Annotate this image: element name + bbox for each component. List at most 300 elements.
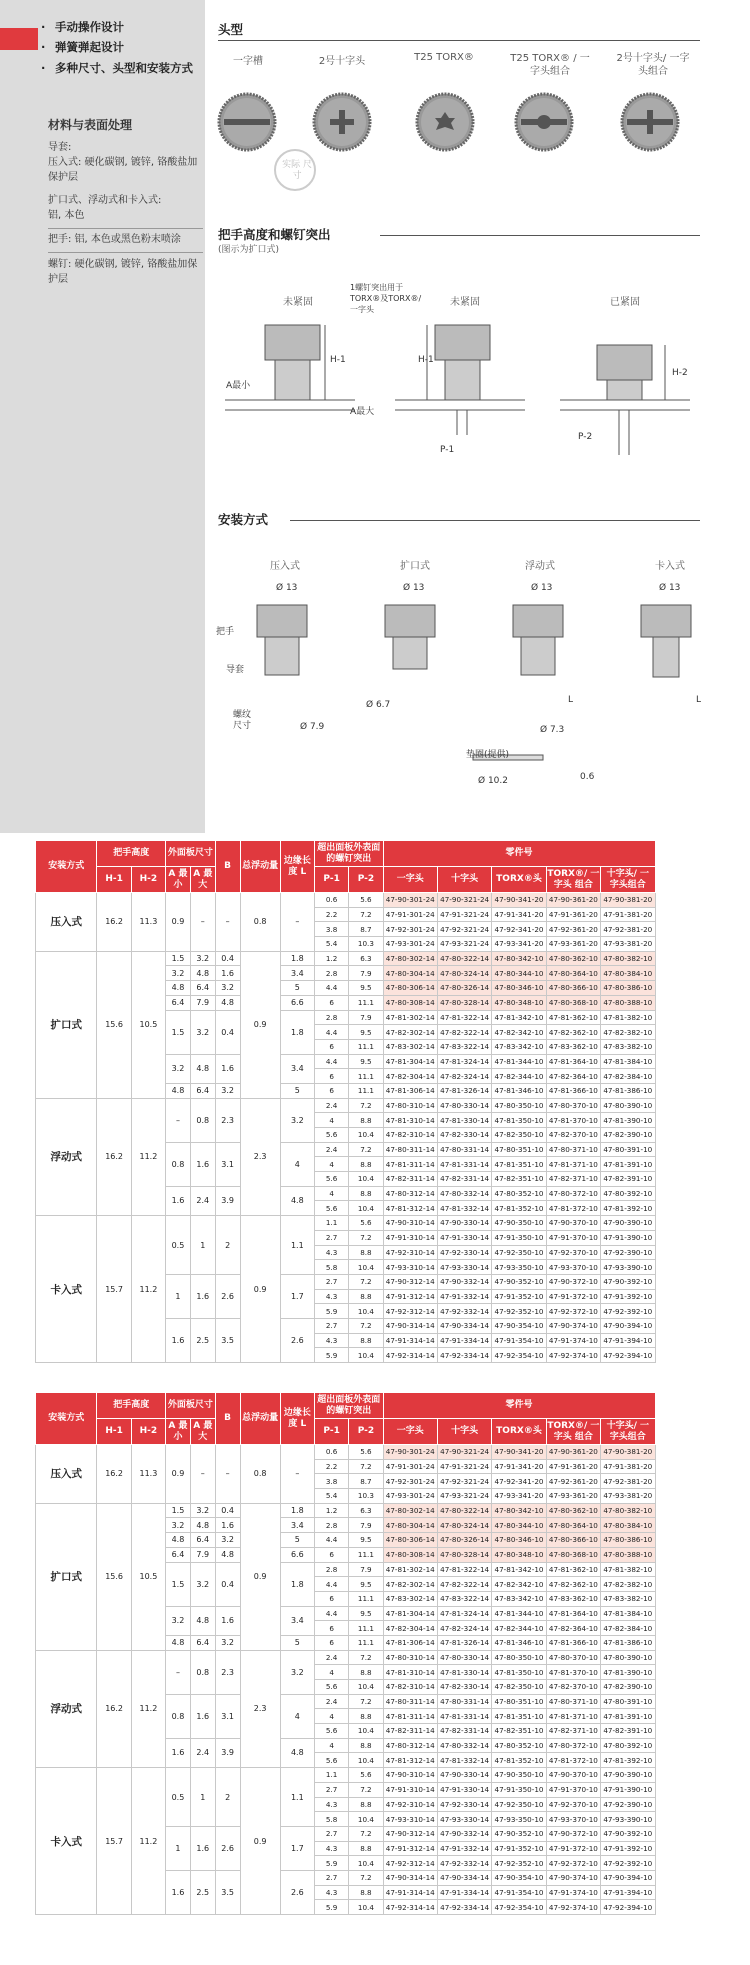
part-number-cell: 47-91-350-10 (492, 1782, 546, 1797)
table-cell: 6.4 (166, 1547, 191, 1562)
part-number-cell: 47-90-321-24 (437, 1445, 491, 1460)
h1-cell: 16.2 (97, 1098, 131, 1216)
table-cell: 5 (280, 1533, 314, 1548)
part-number-cell: 47-92-314-14 (383, 1900, 437, 1915)
part-number-cell: 47-81-331-14 (437, 1709, 491, 1724)
part-number-cell: 47-80-304-14 (383, 1518, 437, 1533)
part-number-cell: 47-82-331-14 (437, 1172, 491, 1187)
subcol: 十字头/ 一 字头组合 (601, 867, 655, 893)
part-number-cell: 47-90-330-14 (437, 1216, 491, 1231)
table-cell: 1.2 (314, 951, 348, 966)
subcol: P-2 (349, 867, 383, 893)
part-number-cell: 47-91-312-14 (383, 1289, 437, 1304)
table-cell: 7.2 (349, 1274, 383, 1289)
part-number-cell: 47-80-388-10 (601, 995, 655, 1010)
part-number-cell: 47-82-351-10 (492, 1724, 546, 1739)
part-number-cell: 47-90-332-14 (437, 1274, 491, 1289)
table-cell: 7.2 (349, 1459, 383, 1474)
part-number-cell: 47-82-370-10 (546, 1128, 600, 1143)
part-number-cell: 47-81-350-10 (492, 1113, 546, 1128)
part-number-cell: 47-80-348-10 (492, 1547, 546, 1562)
table-cell: 3.2 (190, 1010, 215, 1054)
part-number-cell: 47-82-350-10 (492, 1680, 546, 1695)
table-cell: – (190, 893, 215, 952)
table-cell: 4.4 (314, 1054, 348, 1069)
part-number-cell: 47-91-392-10 (601, 1841, 655, 1856)
part-number-cell: 47-82-330-14 (437, 1680, 491, 1695)
part-number-cell: 47-81-362-10 (546, 1562, 600, 1577)
table-cell: 0.8 (240, 1445, 280, 1504)
subcol: A 最大 (190, 867, 215, 893)
part-number-cell: 47-91-381-20 (601, 907, 655, 922)
table-cell: 4.8 (190, 1518, 215, 1533)
feature-item: · 弹簧弹起设计 (41, 40, 124, 54)
table-cell: 5.9 (314, 1304, 348, 1319)
table-cell: 3.4 (280, 966, 314, 981)
table-cell: 3.2 (190, 951, 215, 966)
table-cell: 2.4 (190, 1186, 215, 1215)
part-number-cell: 47-91-350-10 (492, 1230, 546, 1245)
head-types-title: 头型 (218, 22, 244, 37)
part-number-cell: 47-80-384-10 (601, 966, 655, 981)
subcol: 十字头/ 一 字头组合 (601, 1419, 655, 1445)
part-number-cell: 47-92-372-10 (546, 1856, 600, 1871)
subcol: H-2 (131, 867, 165, 893)
part-number-cell: 47-90-370-10 (546, 1216, 600, 1231)
part-number-cell: 47-81-370-10 (546, 1113, 600, 1128)
table-cell: 7.2 (349, 1318, 383, 1333)
table-cell: 10.4 (349, 1812, 383, 1827)
part-number-cell: 47-91-354-10 (492, 1333, 546, 1348)
table-cell: 3.5 (215, 1870, 240, 1914)
table-cell: 3.9 (215, 1738, 240, 1767)
table-cell: 4.3 (314, 1841, 348, 1856)
feature-item: · 多种尺寸、头型和安装方式 (41, 61, 193, 75)
table-cell: 5.6 (349, 893, 383, 908)
part-number-cell: 47-81-342-10 (492, 1562, 546, 1577)
col-panel: 外面板尺寸 (166, 1393, 216, 1419)
part-number-cell: 47-80-312-14 (383, 1738, 437, 1753)
actual-size-label: 实际 尺寸 (282, 160, 312, 181)
part-number-cell: 47-80-351-10 (492, 1142, 546, 1157)
part-number-cell: 47-81-322-14 (437, 1562, 491, 1577)
part-number-cell: 47-93-381-20 (601, 937, 655, 952)
mount-type-cell: 卡入式 (36, 1216, 97, 1363)
table-cell: 2.6 (215, 1826, 240, 1870)
table-cell: 11.1 (349, 995, 383, 1010)
table-cell: 5.4 (314, 1489, 348, 1504)
h1-label: H-1 (330, 355, 346, 365)
table-cell: 8.8 (349, 1186, 383, 1201)
part-number-cell: 47-91-332-14 (437, 1289, 491, 1304)
handle-section-title: 把手高度和螺钉突出 (218, 227, 331, 242)
table-cell: 11.1 (349, 1547, 383, 1562)
table-cell: 6 (314, 1547, 348, 1562)
table-cell: 0.8 (240, 893, 280, 952)
part-number-cell: 47-90-330-14 (437, 1768, 491, 1783)
sidebar (0, 0, 205, 833)
table-cell: 1.5 (166, 1503, 191, 1518)
table-cell: 0.8 (190, 1098, 215, 1142)
part-number-cell: 47-92-392-10 (601, 1856, 655, 1871)
part-number-cell: 47-80-386-10 (601, 981, 655, 996)
part-number-cell: 47-82-342-10 (492, 1025, 546, 1040)
part-number-cell: 47-93-350-10 (492, 1812, 546, 1827)
part-number-cell: 47-80-322-14 (437, 951, 491, 966)
part-number-cell: 47-83-322-14 (437, 1591, 491, 1606)
part-number-cell: 47-81-390-10 (601, 1665, 655, 1680)
h2-cell: 10.5 (131, 951, 165, 1098)
part-number-cell: 47-80-368-10 (546, 995, 600, 1010)
part-number-cell: 47-92-370-10 (546, 1245, 600, 1260)
table-cell: 9.5 (349, 1606, 383, 1621)
mount-type-cell: 扩口式 (36, 1503, 97, 1650)
part-number-cell: 47-82-302-14 (383, 1577, 437, 1592)
part-number-cell: 47-93-390-10 (601, 1260, 655, 1275)
table-cell: 3.2 (166, 1606, 191, 1635)
part-number-cell: 47-81-364-10 (546, 1054, 600, 1069)
h2-cell: 10.5 (131, 1503, 165, 1650)
part-number-cell: 47-80-311-14 (383, 1142, 437, 1157)
table-cell: 11.1 (349, 1621, 383, 1636)
table-cell: 0.9 (240, 1216, 280, 1363)
part-number-cell: 47-93-301-24 (383, 1489, 437, 1504)
table-cell: 1.7 (280, 1274, 314, 1318)
part-number-cell: 47-91-392-10 (601, 1289, 655, 1304)
part-number-cell: 47-81-332-14 (437, 1753, 491, 1768)
part-number-cell: 47-93-381-20 (601, 1489, 655, 1504)
part-number-cell: 47-80-366-10 (546, 1533, 600, 1548)
table-cell: 1.6 (190, 1694, 215, 1738)
part-number-cell: 47-90-390-10 (601, 1768, 655, 1783)
table-cell: 2.5 (190, 1318, 215, 1362)
table-cell: 0.8 (190, 1650, 215, 1694)
part-number-cell: 47-81-386-10 (601, 1635, 655, 1650)
table-cell: 5.6 (349, 1216, 383, 1231)
part-number-cell: 47-80-366-10 (546, 981, 600, 996)
part-number-cell: 47-93-310-14 (383, 1812, 437, 1827)
table-cell: 0.4 (215, 951, 240, 966)
subcol: TORX®头 (492, 867, 546, 893)
dia13-label: Ø 13 (659, 583, 681, 593)
table-cell: 7.2 (349, 1230, 383, 1245)
col-b: B (215, 1393, 240, 1445)
table-cell: 10.4 (349, 1900, 383, 1915)
part-number-table (35, 840, 710, 1363)
table-cell: 3.8 (314, 1474, 348, 1489)
subcol: 十字头 (437, 1419, 491, 1445)
part-number-cell: 47-80-346-10 (492, 1533, 546, 1548)
part-number-cell: 47-80-331-14 (437, 1142, 491, 1157)
table-cell: 5 (280, 981, 314, 996)
part-number-cell: 47-92-330-14 (437, 1797, 491, 1812)
phillips-slot-head-icon (622, 94, 678, 150)
table-cell: 5.4 (314, 937, 348, 952)
table-cell: 0.5 (166, 1216, 191, 1275)
col-edge: 边缘长度 L (280, 841, 314, 893)
part-number-cell: 47-92-381-20 (601, 1474, 655, 1489)
table-row (36, 1216, 710, 1231)
table-cell: 1.6 (215, 1606, 240, 1635)
table-cell: 6.4 (190, 981, 215, 996)
head-label: 2号十字头/ 一字头组合 (616, 53, 690, 77)
table-cell: 5.8 (314, 1812, 348, 1827)
part-number-cell: 47-92-321-24 (437, 922, 491, 937)
subcol: H-2 (131, 1419, 165, 1445)
handle-label: 把手 (216, 627, 235, 637)
table-cell: 3.2 (215, 1533, 240, 1548)
part-number-cell: 47-91-321-24 (437, 1459, 491, 1474)
part-number-cell: 47-91-321-24 (437, 907, 491, 922)
table-cell: 7.2 (349, 1782, 383, 1797)
table-cell: 0.5 (166, 1768, 191, 1827)
table-cell: 1.1 (280, 1768, 314, 1827)
table-cell: 8.8 (349, 1245, 383, 1260)
table-cell: 5.6 (314, 1128, 348, 1143)
part-number-cell: 47-80-326-14 (437, 981, 491, 996)
part-number-cell: 47-92-352-10 (492, 1856, 546, 1871)
table-cell: 2.7 (314, 1782, 348, 1797)
part-number-cell: 47-92-341-20 (492, 1474, 546, 1489)
part-number-cell: 47-80-306-14 (383, 1533, 437, 1548)
table-cell: 9.5 (349, 981, 383, 996)
part-number-cell: 47-81-310-14 (383, 1113, 437, 1128)
part-number-cell: 47-90-394-10 (601, 1318, 655, 1333)
dia13-label: Ø 13 (403, 583, 425, 593)
part-number-cell: 47-91-310-14 (383, 1782, 437, 1797)
part-number-cell: 47-92-390-10 (601, 1797, 655, 1812)
h2-cell: 11.2 (131, 1768, 165, 1915)
part-number-cell: 47-82-322-14 (437, 1025, 491, 1040)
material-line: 压入式: 硬化碳钢, 镀锌, 铬酸盐加保护层 (48, 157, 198, 183)
head-label: T25 TORX® (414, 52, 474, 63)
table-cell: 3.2 (166, 1054, 191, 1083)
table-cell: 5.6 (314, 1201, 348, 1216)
install-type-label: 扩口式 (400, 561, 430, 572)
dia13-label: Ø 13 (531, 583, 553, 593)
table-row (36, 1098, 710, 1113)
part-number-cell: 47-81-330-14 (437, 1665, 491, 1680)
part-number-cell: 47-82-371-10 (546, 1724, 600, 1739)
part-number-cell: 47-92-390-10 (601, 1245, 655, 1260)
table-cell: 7.9 (349, 1518, 383, 1533)
table-cell: 1.1 (314, 1216, 348, 1231)
dia73-label: Ø 7.3 (540, 725, 565, 735)
part-number-cell: 47-80-302-14 (383, 951, 437, 966)
table-cell: 0.6 (314, 1445, 348, 1460)
part-number-cell: 47-92-374-10 (546, 1348, 600, 1363)
part-number-cell: 47-93-341-20 (492, 1489, 546, 1504)
table-cell: 3.2 (215, 1635, 240, 1650)
part-number-cell: 47-92-301-24 (383, 1474, 437, 1489)
table-cell: 7.2 (349, 1098, 383, 1113)
part-number-cell: 47-80-332-14 (437, 1186, 491, 1201)
table-cell: 2.3 (240, 1650, 280, 1768)
part-number-cell: 47-91-361-20 (546, 1459, 600, 1474)
part-number-cell: 47-81-351-10 (492, 1709, 546, 1724)
h2-cell: 11.2 (131, 1098, 165, 1216)
part-number-cell: 47-91-390-10 (601, 1782, 655, 1797)
part-number-cell: 47-80-344-10 (492, 966, 546, 981)
part-number-cell: 47-81-311-14 (383, 1157, 437, 1172)
table-cell: 6 (314, 1635, 348, 1650)
table-cell: 6.3 (349, 951, 383, 966)
part-number-cell: 47-90-390-10 (601, 1216, 655, 1231)
table-cell: 10.4 (349, 1128, 383, 1143)
part-number-cell: 47-92-381-20 (601, 922, 655, 937)
part-number-cell: 47-80-370-10 (546, 1098, 600, 1113)
col-part: 零件号 (383, 841, 655, 867)
subcol: A 最小 (166, 1419, 191, 1445)
part-number-cell: 47-81-346-10 (492, 1083, 546, 1098)
table-cell: 4 (314, 1186, 348, 1201)
part-number-cell: 47-92-361-20 (546, 922, 600, 937)
table-cell: 4.4 (314, 1533, 348, 1548)
dia67-label: Ø 6.7 (366, 700, 391, 710)
table-cell: 6.4 (190, 1533, 215, 1548)
part-number-cell: 47-91-310-14 (383, 1230, 437, 1245)
part-number-cell: 47-81-304-14 (383, 1054, 437, 1069)
table-cell: 4.4 (314, 981, 348, 996)
part-number-cell: 47-80-331-14 (437, 1694, 491, 1709)
table-cell: 1.5 (166, 1010, 191, 1054)
table-cell: 1.7 (280, 1826, 314, 1870)
part-number-cell: 47-92-334-14 (437, 1900, 491, 1915)
p1-label: P-1 (440, 445, 455, 455)
part-number-cell: 47-80-390-10 (601, 1098, 655, 1113)
table-cell: 4.3 (314, 1289, 348, 1304)
table-cell: 0.9 (240, 951, 280, 1098)
table-cell: 1 (166, 1826, 191, 1870)
part-number-cell: 47-81-324-14 (437, 1606, 491, 1621)
part-number-cell: 47-91-334-14 (437, 1885, 491, 1900)
part-number-cell: 47-80-364-10 (546, 966, 600, 981)
table-cell: 3.9 (215, 1186, 240, 1215)
table-cell: 5.9 (314, 1856, 348, 1871)
part-number-cell: 47-81-386-10 (601, 1083, 655, 1098)
part-number-cell: 47-90-394-10 (601, 1870, 655, 1885)
part-number-cell: 47-90-352-10 (492, 1826, 546, 1841)
table-cell: 0.9 (240, 1768, 280, 1915)
subcol: 一字头 (383, 867, 437, 893)
col-panel: 外面板尺寸 (166, 841, 216, 867)
table-cell: 1.5 (166, 1562, 191, 1606)
part-number-cell: 47-81-312-14 (383, 1753, 437, 1768)
table-cell: 4 (280, 1142, 314, 1186)
dia79-label: Ø 7.9 (300, 722, 325, 732)
part-number-cell: 47-90-361-20 (546, 893, 600, 908)
torx-head-icon (417, 94, 473, 150)
table-cell: 9.5 (349, 1054, 383, 1069)
table-cell: 8.7 (349, 922, 383, 937)
col-float: 总浮动量 (240, 1393, 280, 1445)
table-cell: 4.3 (314, 1245, 348, 1260)
part-number-cell: 47-80-342-10 (492, 951, 546, 966)
table-cell: 3.2 (190, 1503, 215, 1518)
part-number-cell: 47-83-342-10 (492, 1039, 546, 1054)
part-number-cell: 47-81-391-10 (601, 1709, 655, 1724)
part-number-cell: 47-82-364-10 (546, 1621, 600, 1636)
table-cell: 7.9 (349, 966, 383, 981)
part-number-cell: 47-93-330-14 (437, 1812, 491, 1827)
table-row (36, 1503, 710, 1518)
table-cell: 4.8 (166, 1635, 191, 1650)
table-cell: 2.6 (215, 1274, 240, 1318)
part-number-cell: 47-91-370-10 (546, 1230, 600, 1245)
part-number-cell: 47-81-322-14 (437, 1010, 491, 1025)
part-number-cell: 47-81-391-10 (601, 1157, 655, 1172)
table-cell: 1.6 (166, 1186, 191, 1215)
table-cell: 1 (190, 1768, 215, 1827)
part-number-cell: 47-90-334-14 (437, 1318, 491, 1333)
part-number-cell: 47-81-310-14 (383, 1665, 437, 1680)
table-cell: 8.8 (349, 1157, 383, 1172)
table-cell: 4 (314, 1738, 348, 1753)
thread-label: 螺纹尺寸 (233, 710, 252, 731)
part-number-cell: 47-91-361-20 (546, 907, 600, 922)
table-cell: 7.9 (349, 1562, 383, 1577)
table-cell: 2.4 (314, 1694, 348, 1709)
part-number-cell: 47-81-352-10 (492, 1753, 546, 1768)
part-number-cell: 47-91-332-14 (437, 1841, 491, 1856)
table-cell: 8.8 (349, 1289, 383, 1304)
part-number-cell: 47-83-322-14 (437, 1039, 491, 1054)
table-cell: 2.6 (280, 1318, 314, 1362)
part-number-cell: 47-80-311-14 (383, 1694, 437, 1709)
part-number-cell: 47-92-350-10 (492, 1797, 546, 1812)
part-number-cell: 47-92-394-10 (601, 1900, 655, 1915)
table-cell: 8.8 (349, 1113, 383, 1128)
part-number-cell: 47-90-332-14 (437, 1826, 491, 1841)
table-cell: 5.8 (314, 1260, 348, 1275)
part-number-cell: 47-82-364-10 (546, 1069, 600, 1084)
mount-type-cell: 浮动式 (36, 1098, 97, 1216)
table-cell: 7.2 (349, 907, 383, 922)
part-number-cell: 47-92-310-14 (383, 1797, 437, 1812)
part-number-cell: 47-81-392-10 (601, 1201, 655, 1216)
table-cell: 11.1 (349, 1591, 383, 1606)
table-cell: 7.9 (349, 1010, 383, 1025)
table-cell: – (215, 893, 240, 952)
table-cell: 4.4 (314, 1606, 348, 1621)
table-cell: 3.2 (280, 1098, 314, 1142)
part-number-cell: 47-90-354-10 (492, 1870, 546, 1885)
part-number-cell: 47-92-314-14 (383, 1348, 437, 1363)
part-number-cell: 47-92-334-14 (437, 1348, 491, 1363)
table-cell: 6.6 (280, 1547, 314, 1562)
h1-cell: 16.2 (97, 893, 131, 952)
h1-cell: 15.6 (97, 1503, 131, 1650)
table-cell: 11.1 (349, 1069, 383, 1084)
part-number-cell: 47-80-330-14 (437, 1650, 491, 1665)
table-cell: 1.6 (215, 966, 240, 981)
part-number-cell: 47-81-304-14 (383, 1606, 437, 1621)
part-number-cell: 47-90-301-24 (383, 893, 437, 908)
part-number-cell: 47-81-330-14 (437, 1113, 491, 1128)
table-cell: 2.8 (314, 966, 348, 981)
table-cell: 4 (314, 1665, 348, 1680)
mount-type-cell: 压入式 (36, 1445, 97, 1504)
table-cell: 3.8 (314, 922, 348, 937)
part-number-cell: 47-91-334-14 (437, 1333, 491, 1348)
part-number-cell: 47-82-324-14 (437, 1621, 491, 1636)
part-number-cell: 47-90-381-20 (601, 893, 655, 908)
part-number-cell: 47-92-332-14 (437, 1304, 491, 1319)
part-number-cell: 47-90-372-10 (546, 1826, 600, 1841)
part-number-cell: 47-82-384-10 (601, 1621, 655, 1636)
part-number-cell: 47-81-344-10 (492, 1606, 546, 1621)
part-number-cell: 47-83-382-10 (601, 1039, 655, 1054)
